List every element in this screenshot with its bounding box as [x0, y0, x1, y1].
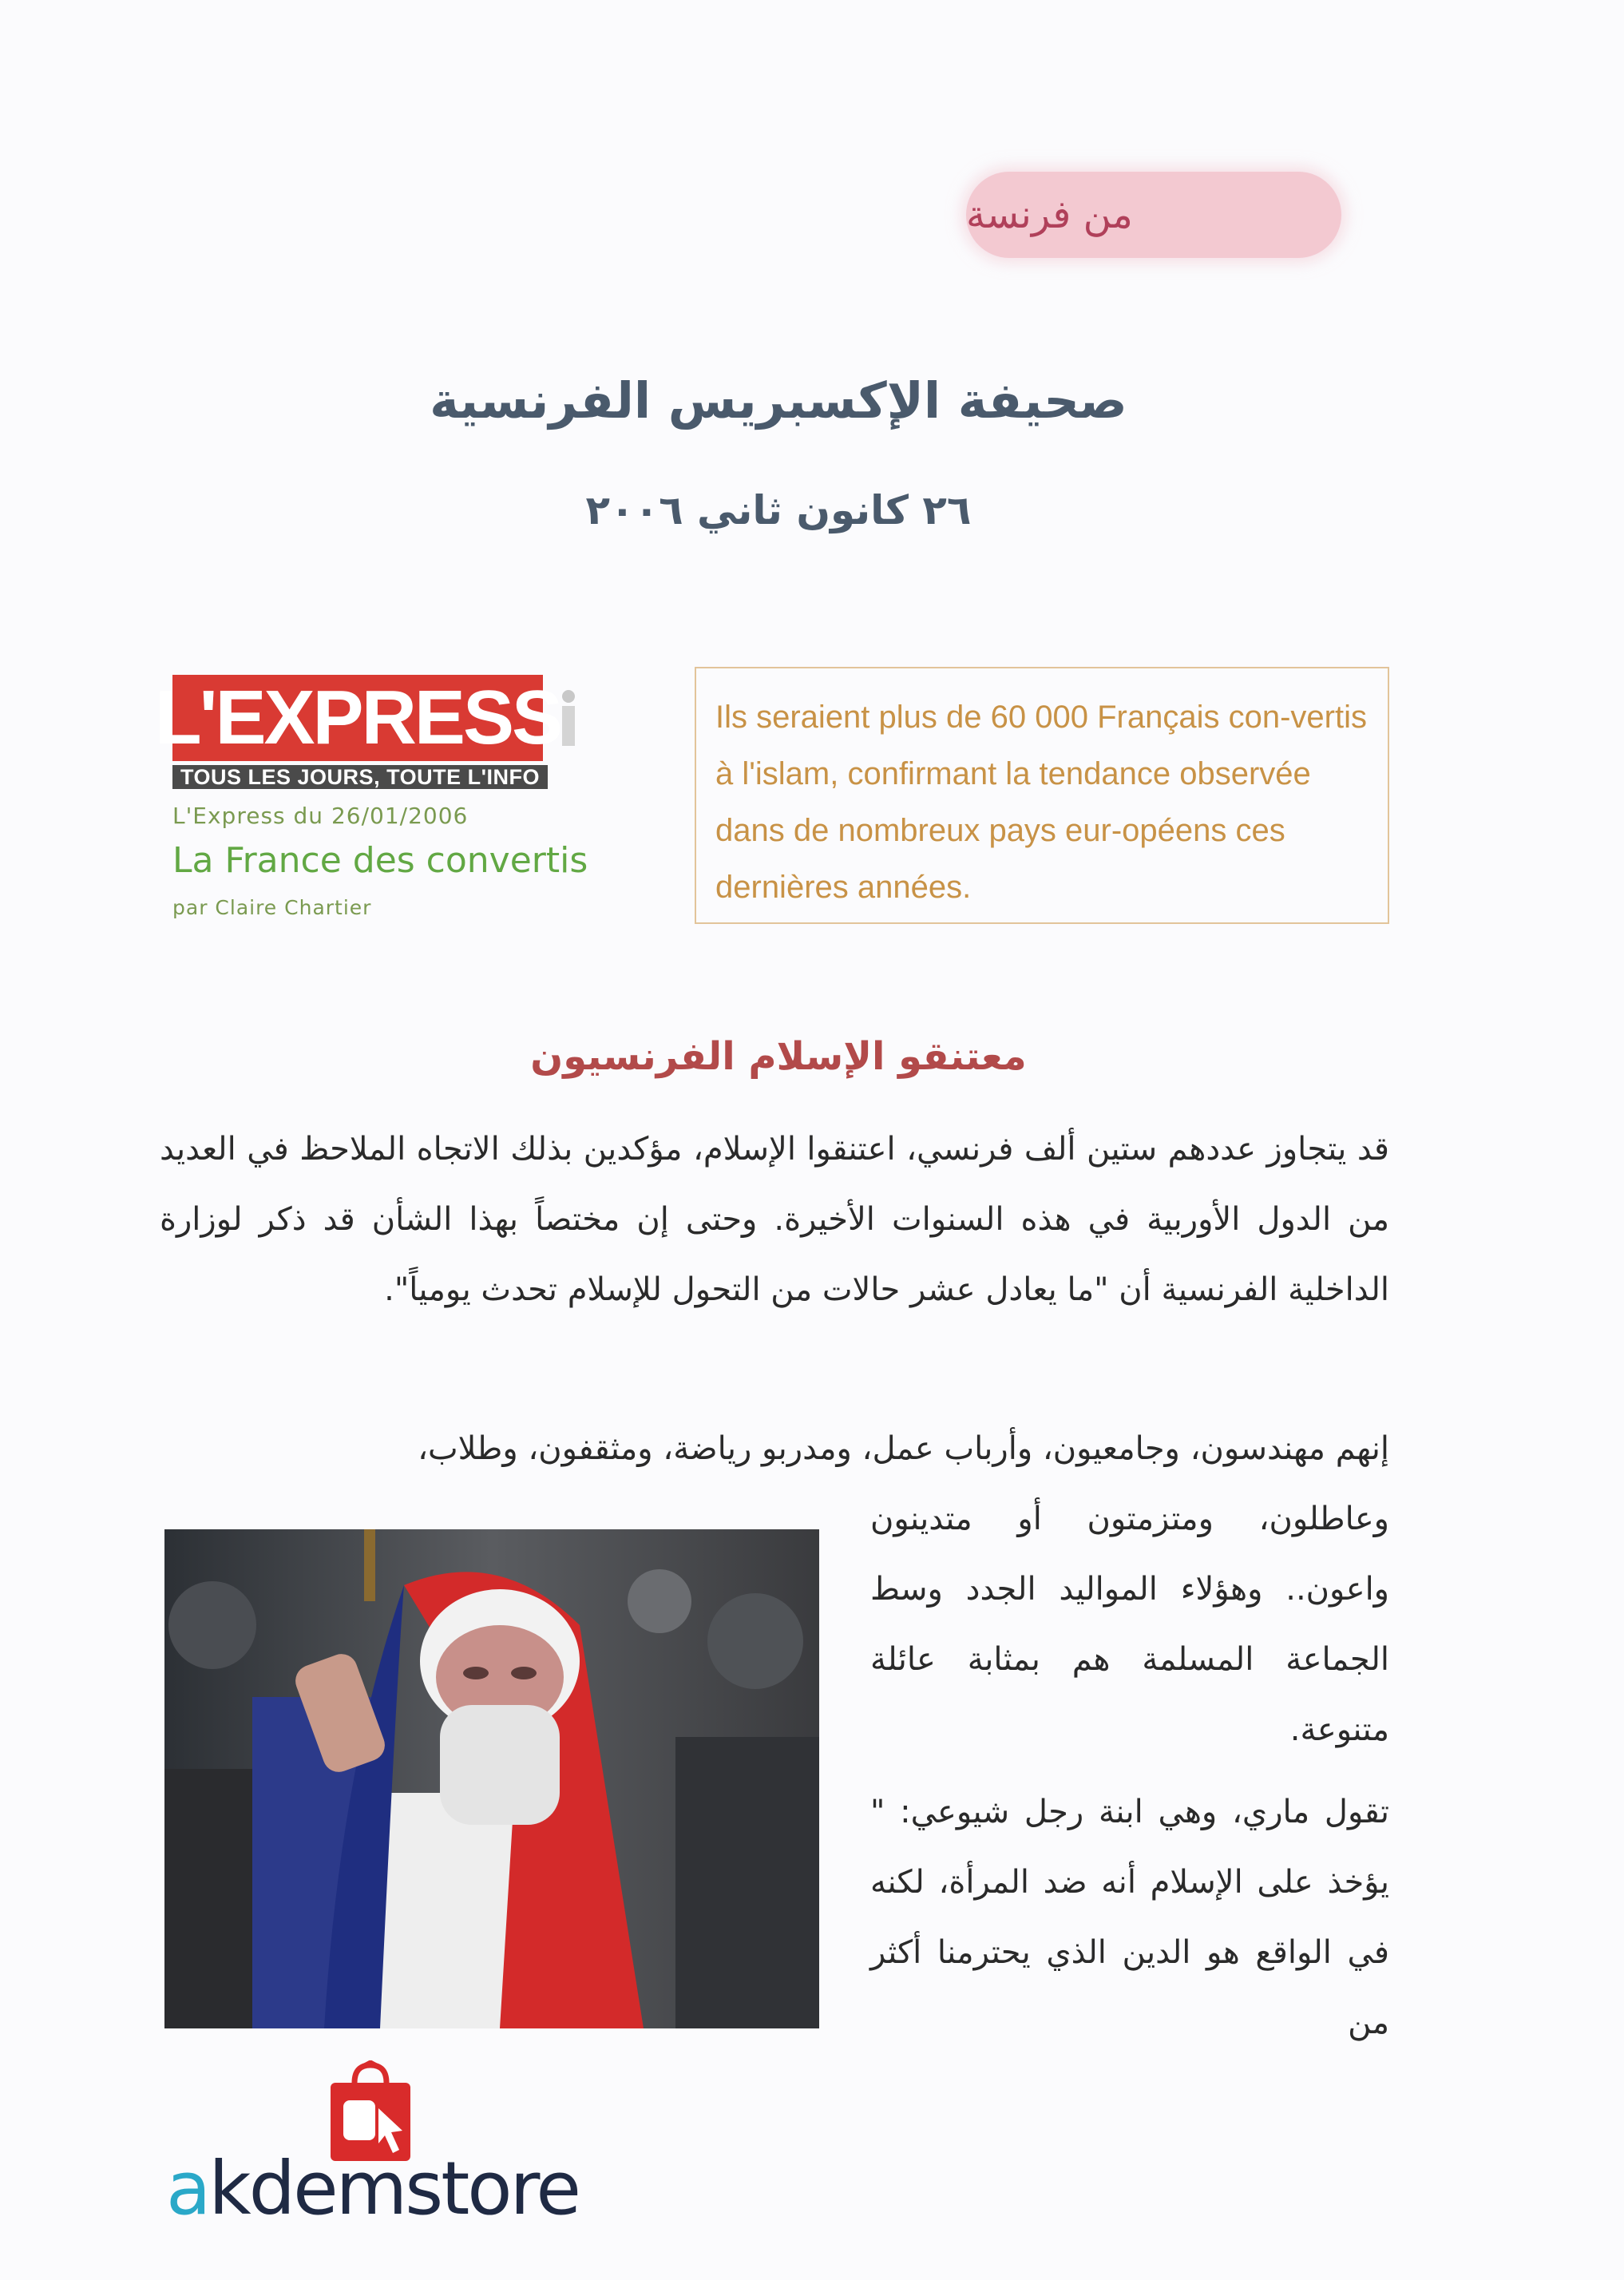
lexpress-logo — [155, 675, 560, 761]
watermark-brand-rest: kdemstore — [208, 2146, 579, 2231]
article-headline: La France des convertis — [172, 840, 588, 881]
paragraph-4: تقول ماري، وهي ابنة رجل شيوعي: " يؤخذ على الإسلام أنه ضد المرأة، لكنه في الواقع هو الدين الذي يحترمنا أكثر من — [870, 1794, 1389, 2041]
store-watermark — [166, 2146, 579, 2231]
section-tag — [966, 172, 1341, 258]
page-title: صحيفة الإكسبريس الفرنسية — [430, 371, 1127, 430]
logo-figure-icon — [549, 687, 588, 751]
paragraph-3: وعاطلون، ومتزمتون أو متدينون واعون.. وهؤلاء المواليد الجدد وسط الجماعة المسلمة هم بمثابة عائلة متنوعة. — [870, 1501, 1389, 1748]
lexpress-logo-text: L'EXPRESS — [155, 675, 560, 760]
paragraph-2: إنهم مهندسون، وجامعيون، وأرباب عمل، ومدربو رياضة، ومثقفون، وطلاب، — [418, 1430, 1389, 1467]
article-photo — [164, 1529, 819, 2028]
paragraph-1: قد يتجاوز عددهم ستين ألف فرنسي، اعتنقوا الإسلام، مؤكدين بذلك الاتجاه الملاحظ في العديد من الدول الأوربية في هذه السنوات الأخيرة. وحتى إن مختصاً بهذا الشأن قد ذكر لوزارة الداخلية الفرنسية أن "ما يعادل عشر حالات من التحول للإسلام تحدث يومياً". — [160, 1131, 1389, 1308]
logo-tagline: TOUS LES JOURS, TOUTE L'INFO — [172, 765, 548, 789]
section-subheading: معتنقو الإسلام الفرنسيون — [530, 1034, 1027, 1079]
watermark-letter-a: a — [166, 2146, 209, 2231]
page-date: ٢٦ كانون ثاني ٢٠٠٦ — [585, 487, 972, 533]
article-byline: par Claire Chartier — [172, 896, 372, 919]
edition-line: L'Express du 26/01/2006 — [172, 803, 469, 829]
quote-text: Ils seraient plus de 60 000 Français con-vertis à l'islam, confirmant la tendance observée dans de nombreux pays eur-opéens ces dernières années. — [715, 700, 1367, 905]
section-tag-label: من فرنسة — [966, 192, 1133, 237]
quote-box — [695, 667, 1389, 924]
